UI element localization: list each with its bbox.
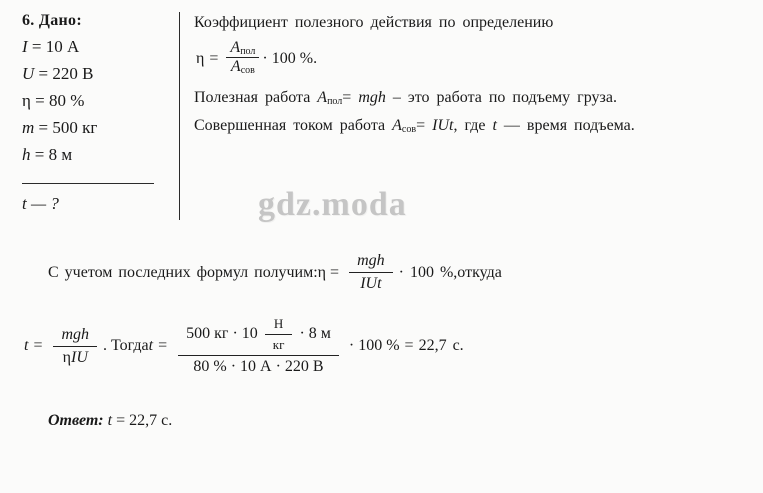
derivation-text-before: С учетом последних формул получим: <box>48 263 318 281</box>
fraction-numerator <box>178 316 339 355</box>
given-value: = 500 кг <box>34 118 98 137</box>
fraction-numerator <box>349 252 393 272</box>
eta-symbol: η <box>62 348 71 366</box>
equals-sign: = <box>416 117 433 135</box>
given-symbol: U <box>22 64 35 83</box>
given-symbol: η <box>22 91 31 110</box>
answer-value: = 22,7 с. <box>112 412 173 429</box>
then-text: . Тогда <box>103 337 149 354</box>
task-number: 6. <box>22 12 35 29</box>
given-symbol: m <box>22 118 35 137</box>
given-value: = 220 В <box>34 64 94 83</box>
solution-line-total-work <box>194 115 740 136</box>
equals-sign: = <box>342 89 359 107</box>
mgh-expression: mgh <box>358 89 386 107</box>
fraction-mgh-over-iut <box>349 252 393 293</box>
a-symbol: A <box>317 89 328 107</box>
given-header <box>22 12 162 30</box>
iut-expression: IUt <box>360 275 382 292</box>
total-work-text-pre: Совершенная током работа <box>194 117 393 135</box>
result-value: 22,7 <box>418 337 447 354</box>
fraction-numerator <box>53 326 97 346</box>
t-symbol: t <box>148 337 154 354</box>
fraction-denominator: 80 % · 10 А · 220 В <box>178 355 339 376</box>
answer-line <box>48 412 172 430</box>
fraction-denominator <box>53 346 97 367</box>
eta-symbol: η <box>196 49 205 67</box>
fraction-mgh-over-eta-iu <box>53 326 97 367</box>
t-symbol: t <box>24 337 29 354</box>
useful-work-text-post: – это работа по подъему груза. <box>385 89 617 107</box>
given-value: = 80 % <box>30 91 85 110</box>
mgh-expression: mgh <box>357 252 385 269</box>
given-value: = 10 А <box>27 37 80 56</box>
given-divider <box>22 183 154 184</box>
eta-symbol: η <box>317 263 327 281</box>
multiply-100-percent: · 100 %, <box>398 263 458 281</box>
t-symbol: t <box>492 117 497 135</box>
equals-sign: = <box>404 337 414 354</box>
given-symbol: I <box>22 37 28 56</box>
given-label: Дано: <box>38 12 82 29</box>
given-row <box>22 145 162 165</box>
derivation-text-after: откуда <box>457 263 502 281</box>
a-symbol: A <box>392 117 402 135</box>
a-subscript: пол <box>327 96 343 108</box>
iut-expression: IUt <box>432 117 454 135</box>
mgh-expression: mgh <box>61 325 90 343</box>
watermark: gdz.moda <box>258 186 407 223</box>
solution-column <box>194 12 740 143</box>
fraction-denominator <box>349 272 393 293</box>
a-symbol: A <box>230 39 241 57</box>
given-row <box>22 64 162 84</box>
final-calculation-row <box>24 316 744 376</box>
efficiency-formula <box>196 40 740 77</box>
solution-line-1: Коэффициент полезного действия по определению <box>194 14 554 31</box>
multiply-100-percent: · 100 % <box>348 337 400 354</box>
a-subscript: пол <box>240 46 256 58</box>
equals-sign: = <box>33 337 43 354</box>
a-symbol: A <box>230 58 241 76</box>
given-value: = 8 м <box>30 145 73 164</box>
given-row <box>22 118 162 138</box>
result-unit: с. <box>452 337 464 354</box>
equals-sign: = <box>209 49 219 67</box>
unit-newton-per-kilogram <box>265 316 293 353</box>
derivation-line <box>48 252 748 293</box>
numerator-left: 500 кг · 10 <box>186 325 258 343</box>
equals-sign: = <box>330 263 340 281</box>
total-work-text-tail: — время подъема. <box>496 117 635 135</box>
find-row: t — ? <box>22 194 59 213</box>
eta-tail: · 100 %. <box>262 49 318 67</box>
solution-line-useful-work <box>194 87 740 108</box>
numerator-right: · 8 м <box>299 325 331 343</box>
a-subscript: сов <box>401 124 417 136</box>
a-subscript: сов <box>240 65 255 77</box>
fraction-numerator <box>226 39 259 57</box>
fraction-a-useful-over-a-total <box>226 39 259 76</box>
given-row <box>22 91 162 111</box>
iu-expression: IU <box>71 348 88 366</box>
unit-numerator: Н <box>273 316 284 331</box>
answer-symbol: t <box>107 412 113 429</box>
answer-label: Ответ: <box>48 412 104 429</box>
numeric-substitution-fraction <box>178 316 339 376</box>
useful-work-text-pre: Полезная работа <box>194 89 318 107</box>
given-symbol: h <box>22 145 31 164</box>
given-column <box>22 12 162 165</box>
given-row <box>22 37 162 57</box>
unit-denominator: кг <box>265 334 293 353</box>
total-work-text-post: , где <box>453 117 493 135</box>
equals-sign: = <box>158 337 168 354</box>
vertical-divider <box>179 12 180 220</box>
fraction-denominator <box>226 57 259 76</box>
